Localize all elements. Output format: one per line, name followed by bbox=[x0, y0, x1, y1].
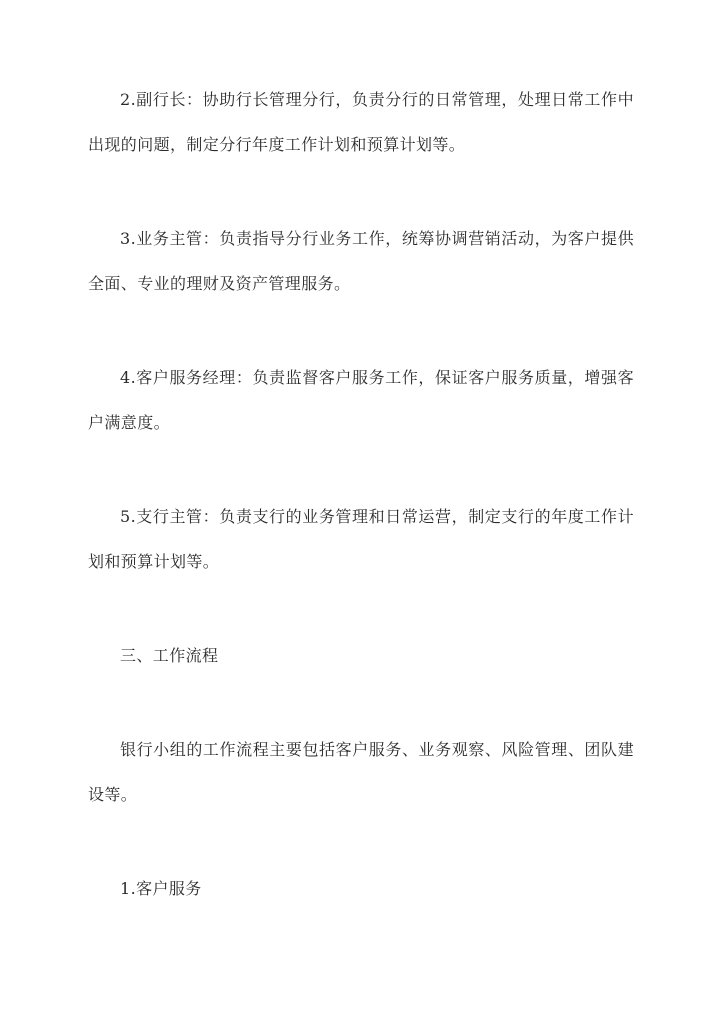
paragraph-customer-service-manager: 4.客户服务经理：负责监督客户服务工作，保证客户服务质量，增强客户满意度。 bbox=[88, 368, 634, 432]
subheading-customer-service: 1.客户服务 bbox=[120, 879, 202, 898]
paragraph-workflow-summary: 银行小组的工作流程主要包括客户服务、业务观察、风险管理、团队建设等。 bbox=[88, 740, 634, 804]
paragraph-branch-supervisor: 5.支行主管：负责支行的业务管理和日常运营，制定支行的年度工作计划和预算计划等。 bbox=[88, 507, 634, 571]
paragraph-business-supervisor: 3.业务主管：负责指导分行业务工作，统筹协调营销活动，为客户提供全面、专业的理财及资产管理服务。 bbox=[88, 229, 634, 293]
paragraph-vice-president: 2.副行长：协助行长管理分行，负责分行的日常管理，处理日常工作中出现的问题，制定分行年度工作计划和预算计划等。 bbox=[88, 90, 634, 154]
section-heading-workflow: 三、工作流程 bbox=[120, 646, 219, 665]
